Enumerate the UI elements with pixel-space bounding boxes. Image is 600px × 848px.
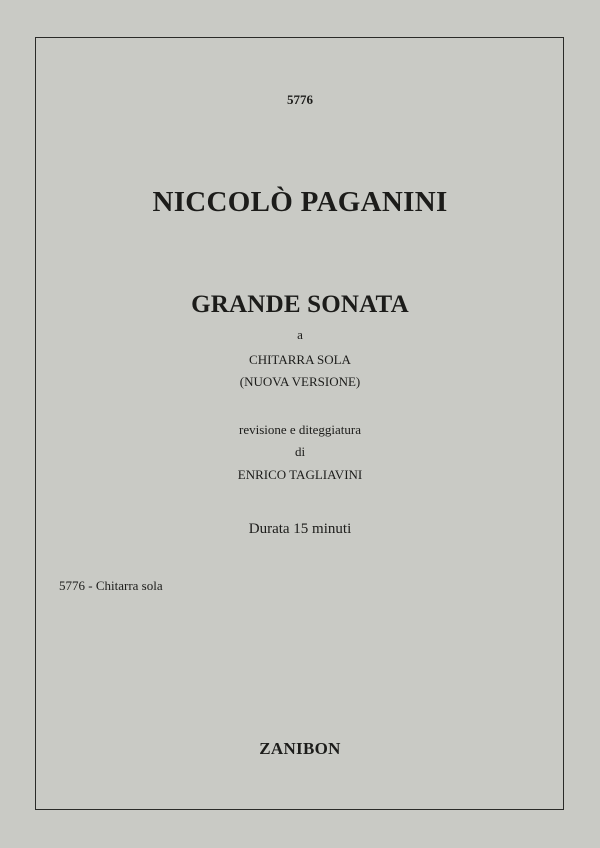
editor-name: ENRICO TAGLIAVINI bbox=[237, 467, 363, 482]
catalog-number: 5776 bbox=[287, 92, 313, 107]
work-title: GRANDE SONATA bbox=[191, 291, 409, 318]
connector-a: a bbox=[297, 327, 303, 342]
publisher-name: ZANIBON bbox=[259, 739, 341, 758]
version-label: (NUOVA VERSIONE) bbox=[239, 374, 361, 389]
edition-note: 5776 - Chitarra sola bbox=[59, 578, 163, 593]
instrument-label: CHITARRA SOLA bbox=[249, 352, 351, 367]
duration-label: Durata 15 minuti bbox=[248, 521, 352, 537]
connector-di: di bbox=[294, 444, 306, 459]
revision-credit: revisione e diteggiatura bbox=[238, 422, 361, 437]
composer-name: NICCOLÒ PAGANINI bbox=[152, 186, 448, 218]
